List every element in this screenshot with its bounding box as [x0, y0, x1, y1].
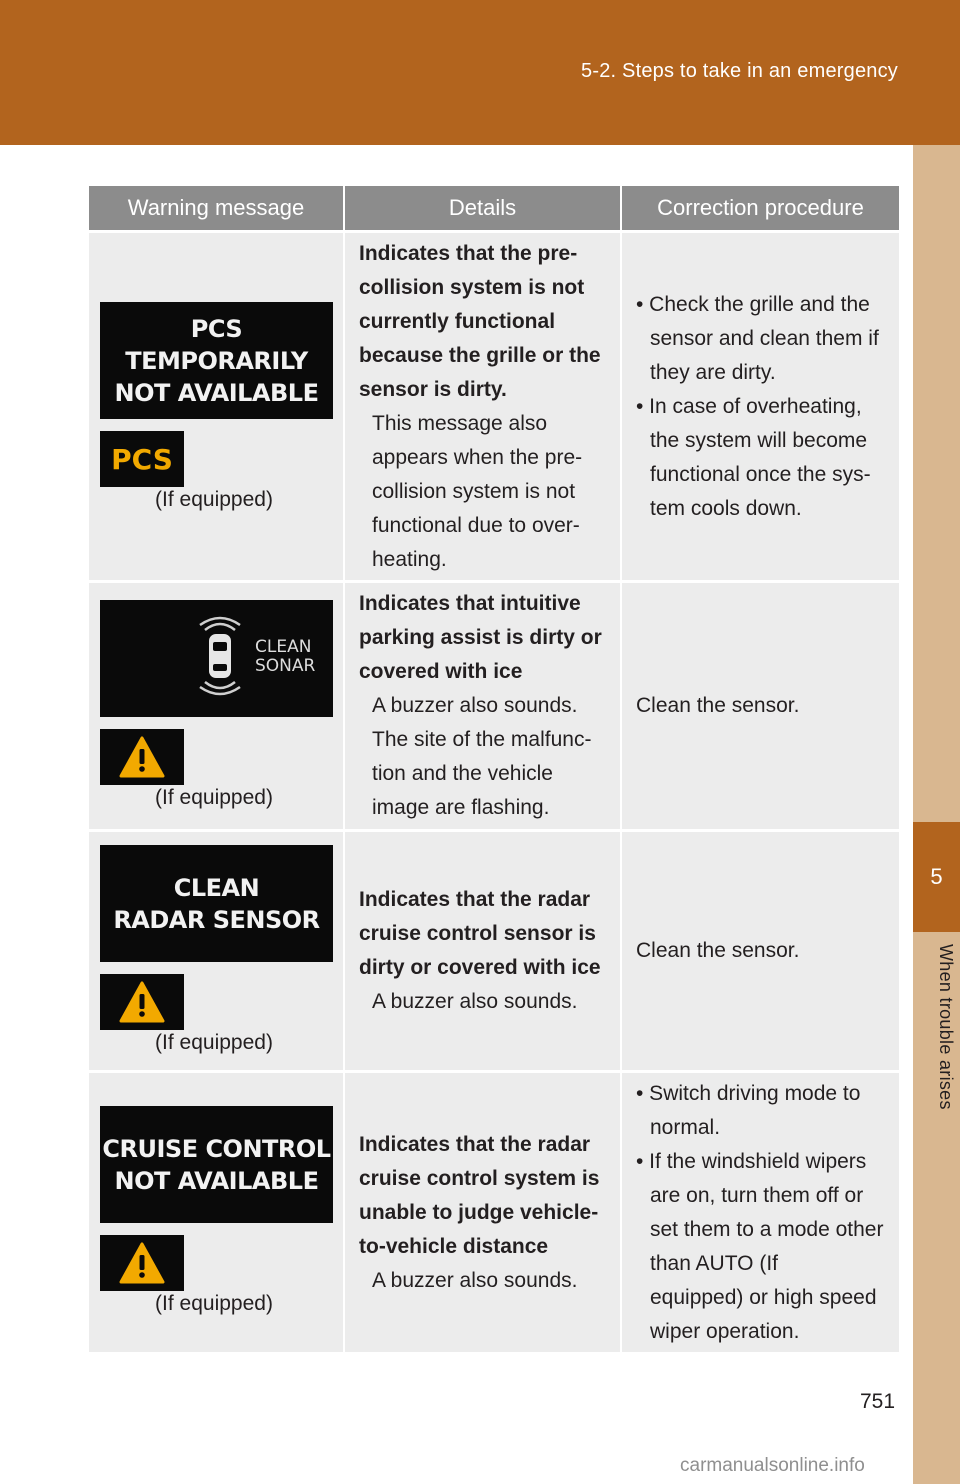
- section-title: 5-2. Steps to take in an emergency: [581, 60, 898, 82]
- chapter-title: When trouble arises: [936, 944, 956, 1110]
- correction-step: • In case of overheating, the system will become functional once the sys- tem cools down.: [636, 394, 871, 520]
- details-note: A buzzer also sounds.: [372, 990, 578, 1013]
- details-summary: Indicates that intuitive parking assist is dirty or covered with ice: [359, 592, 602, 683]
- column-header-details: Details: [345, 186, 622, 230]
- display-screen: [100, 302, 333, 419]
- details-note: A buzzer also sounds. The site of the malfunc- tion and the vehicle image are flashing.: [372, 694, 592, 819]
- correction-step: Clean the sensor.: [636, 694, 800, 717]
- warning-indicator: [100, 729, 184, 785]
- screen-message: CLEAN SONAR: [255, 637, 316, 676]
- display-screen: [100, 845, 333, 962]
- warning-table: [89, 186, 899, 1352]
- if-equipped-note: (If equipped): [155, 488, 273, 511]
- screen-message: CLEAN RADAR SENSOR: [113, 873, 320, 934]
- details-cell: [345, 233, 622, 580]
- warning-indicator: [100, 974, 184, 1030]
- correction-step: • If the windshield wipers are on, turn them off or set them to a mode other than AUTO (If equipped) or high speed wiper operation.: [636, 1149, 884, 1343]
- warning-triangle-icon: [118, 735, 166, 779]
- page-number: 751: [860, 1390, 896, 1413]
- correction-step: • Check the grille and the sensor and clean them if they are dirty.: [636, 292, 879, 384]
- details-summary: Indicates that the pre- collision system is not currently functional because the grille or the sensor is dirty.: [359, 241, 601, 401]
- warning-cell: [89, 233, 345, 580]
- details-note: A buzzer also sounds.: [372, 1268, 578, 1292]
- warning-cell: [89, 583, 345, 829]
- warning-cell: [89, 1073, 345, 1352]
- pcs-indicator-label: PCS: [111, 442, 173, 476]
- screen-message: CRUISE CONTROL NOT AVAILABLE: [102, 1134, 331, 1195]
- display-screen: [100, 1106, 333, 1223]
- table-row: [89, 829, 899, 1070]
- warning-triangle-icon: [118, 980, 166, 1024]
- if-equipped-note: (If equipped): [155, 1292, 273, 1315]
- watermark: carmanualsonline.info: [680, 1455, 865, 1476]
- warning-cell: [89, 832, 345, 1070]
- correction-cell: [622, 832, 899, 1070]
- display-screen: [100, 600, 333, 717]
- details-summary: Indicates that the radar cruise control system is unable to judge vehicle- to-vehicle distance: [359, 1132, 600, 1258]
- details-summary: Indicates that the radar cruise control sensor is dirty or covered with ice: [359, 888, 601, 979]
- table-row: [89, 1070, 899, 1352]
- details-cell: [345, 1073, 622, 1352]
- sonar-car-icon: [195, 616, 245, 696]
- warning-indicator: [100, 1235, 184, 1291]
- details-cell: [345, 583, 622, 829]
- details-note: This message also appears when the pre- collision system is not functional due to over- heating.: [372, 411, 583, 571]
- correction-step: Clean the sensor.: [636, 939, 800, 962]
- if-equipped-note: (If equipped): [155, 786, 273, 809]
- chapter-tab: [913, 822, 960, 932]
- header-bar: [0, 0, 960, 145]
- correction-cell: [622, 583, 899, 829]
- screen-message: PCS TEMPORARILY NOT AVAILABLE: [114, 314, 319, 407]
- details-cell: [345, 832, 622, 1070]
- table-header: [89, 186, 899, 230]
- correction-step: • Switch driving mode to normal.: [636, 1081, 861, 1139]
- column-header-correction: Correction procedure: [657, 195, 864, 220]
- column-header-warning: Warning message: [89, 186, 345, 230]
- if-equipped-note: (If equipped): [155, 1031, 273, 1054]
- side-band: [913, 145, 960, 1484]
- table-row: [89, 230, 899, 580]
- chapter-number: 5: [930, 864, 943, 889]
- pcs-indicator: [100, 431, 184, 487]
- table-row: [89, 580, 899, 829]
- correction-cell: [622, 233, 899, 580]
- correction-cell: [622, 1073, 899, 1352]
- warning-triangle-icon: [118, 1241, 166, 1285]
